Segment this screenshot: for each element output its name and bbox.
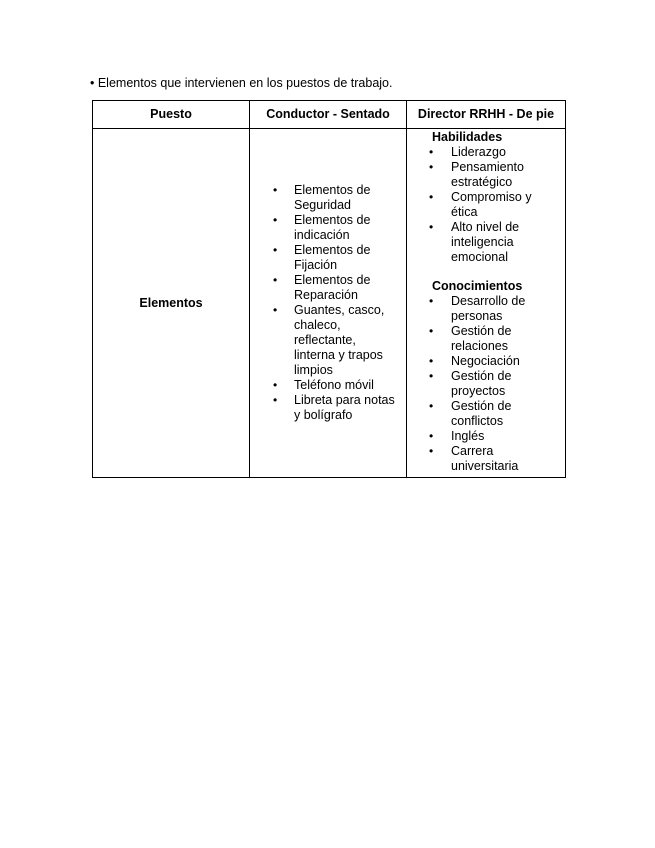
list-item: • Desarrollo de personas: [429, 294, 526, 323]
list-item: • Elementos de indicación: [273, 213, 371, 242]
list-item: • Gestión de relaciones: [429, 324, 512, 353]
bullet-icon: •: [273, 378, 278, 392]
bullet-icon: •: [429, 429, 434, 443]
bullet-icon: •: [429, 220, 434, 234]
list-item: • Elementos de Fijación: [273, 243, 371, 272]
bullet-icon: •: [429, 354, 434, 368]
habilidades-list: [407, 145, 565, 265]
header-conductor: Conductor - Sentado: [250, 101, 407, 129]
list-item: • Negociación: [429, 354, 520, 368]
list-item: • Alto nivel de inteligencia emocional: [429, 220, 520, 264]
bullet-icon: •: [273, 213, 278, 227]
list-item: • Inglés: [429, 429, 485, 443]
list-item: • Teléfono móvil: [273, 378, 374, 392]
header-director: Director RRHH - De pie: [407, 101, 566, 129]
header-puesto: Puesto: [93, 101, 250, 129]
bullet-icon: •: [273, 183, 278, 197]
puestos-table: [92, 100, 566, 478]
list-item: • Carrera universitaria: [429, 444, 519, 473]
intro-text: • Elementos que intervienen en los puestos de trabajo.: [90, 76, 393, 90]
bullet-icon: •: [429, 399, 434, 413]
conocimientos-list: [407, 294, 565, 474]
habilidades-heading: Habilidades: [432, 130, 503, 144]
bullet-icon: •: [273, 243, 278, 257]
list-item: • Elementos de Seguridad: [273, 183, 371, 212]
bullet-icon: •: [273, 393, 278, 407]
list-item: • Libreta para notas y bolígrafo: [273, 393, 395, 422]
bullet-icon: •: [429, 294, 434, 308]
bullet-icon: •: [429, 324, 434, 338]
bullet-icon: •: [429, 145, 434, 159]
conocimientos-heading: Conocimientos: [432, 279, 523, 293]
list-item: • Guantes, casco, chaleco, reflectante, linterna y trapos limpios: [273, 303, 385, 377]
list-item: • Gestión de conflictos: [429, 399, 512, 428]
bullet-icon: •: [273, 303, 278, 317]
bullet-icon: •: [429, 190, 434, 204]
row-label-elementos: Elementos: [93, 129, 250, 478]
conductor-cell: [250, 129, 407, 478]
list-item: • Elementos de Reparación: [273, 273, 371, 302]
table-header-row: [93, 101, 566, 129]
bullet-icon: •: [429, 369, 434, 383]
bullet-icon: •: [429, 160, 434, 174]
list-item: • Liderazgo: [429, 145, 506, 159]
table-row-elementos: [93, 129, 566, 478]
bullet-icon: •: [273, 273, 278, 287]
conductor-list: [250, 183, 406, 423]
director-cell: [407, 129, 566, 478]
list-item: • Gestión de proyectos: [429, 369, 512, 398]
list-item: • Compromiso y ética: [429, 190, 532, 219]
list-item: • Pensamiento estratégico: [429, 160, 524, 189]
bullet-icon: •: [429, 444, 434, 458]
